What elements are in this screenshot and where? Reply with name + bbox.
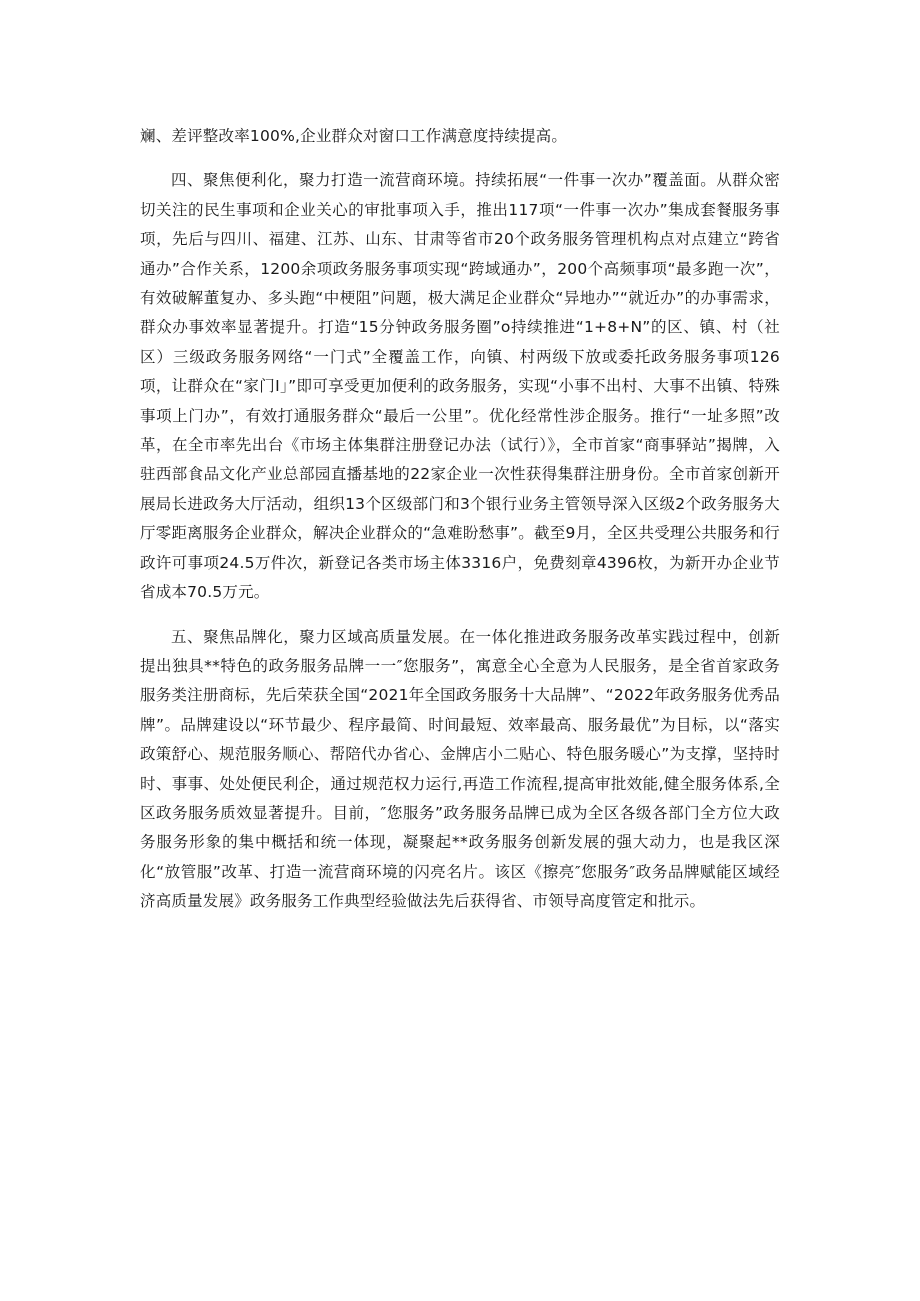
paragraph-continuation: 斓、差评整改率100%,企业群众对窗口工作满意度持续提高。 xyxy=(140,127,568,145)
document-body xyxy=(140,122,780,917)
paragraph-section-five: 五、聚焦品牌化，聚力区域高质量发展。在一体化推进政务服务改革实践过程中，创新提出独具**特色的政务服务品牌一一″您服务”，寓意全心全意为人民服务，是全省首家政务服务类注册商标，先后荣获全国“2021年全国政务服务十大品牌”、“2022年政务服务优秀品牌”。品牌建设以“环节最少、程序最简、时间最短、效率最高、服务最优”为目标，以“落实政策舒心、规范服务顺心、帮陪代办省心、金牌店小二贴心、特色服务暖心”为支撑，坚持时时、事事、处处便民利企，通过规范权力运行,再造工作流程,提高审批效能,健全服务体系,全区政务服务质效显著提升。目前，″您服务”政务服务品牌已成为全区各级各部门全方位大政务服务形象的集中概括和统一体现，凝聚起**政务服务创新发展的强大动力，也是我区深化“放管服”改革、打造一流营商环境的闪亮名片。该区《擦亮″您服务″政务品牌赋能区域经济高质量发展》政务服务工作典型经验做法先后获得省、市领导高度管定和批示。 xyxy=(140,627,780,911)
paragraph-section-four: 四、聚焦便利化，聚力打造一流营商环境。持续拓展“一件事一次办”覆盖面。从群众密切关注的民生事项和企业关心的审批事项入手，推出117项“一件事一次办”集成套餐服务事项，先后与四川、福建、江苏、山东、甘肃等省市20个政务服务管理机构点对点建立“跨省通办”合作关系，1200余项政务服务事项实现“跨域通办”，200个高频事项“最多跑一次”，有效破解董复办、多头跑“中梗阻”问题，极大满足企业群众“异地办”“就近办”的办事需求，群众办事效率显著提升。打造“15分钟政务服务圈”o持续推进“1+8+N”的区、镇、村（社区）三级政务服务网络“一门式”全覆盖工作，向镇、村两级下放或委托政务服务事项126项，让群众在“家门I」”即可享受更加便利的政务服务，实现“小事不出村、大事不出镇、特殊事项上门办”，有效打通服务群众“最后一公里”。优化经常性涉企服务。推行“一址多照”改革，在全市率先出台《市场主体集群注册登记办法（试行）》，全市首家“商事驿站”揭牌，入驻西部食品文化产业总部园直播基地的22家企业一次性获得集群注册身份。全市首家创新开展局长进政务大厅活动，组织13个区级部门和3个银行业务主管领导深入区级2个政务服务大厅零距离服务企业群众，解决企业群众的“急难盼愁事”。截至9月，全区共受理公共服务和行政许可事项24.5万件次，新登记各类市场主体3316户，免费刻章4396枚，为新开办企业节省成本70.5万元。 xyxy=(140,171,780,602)
